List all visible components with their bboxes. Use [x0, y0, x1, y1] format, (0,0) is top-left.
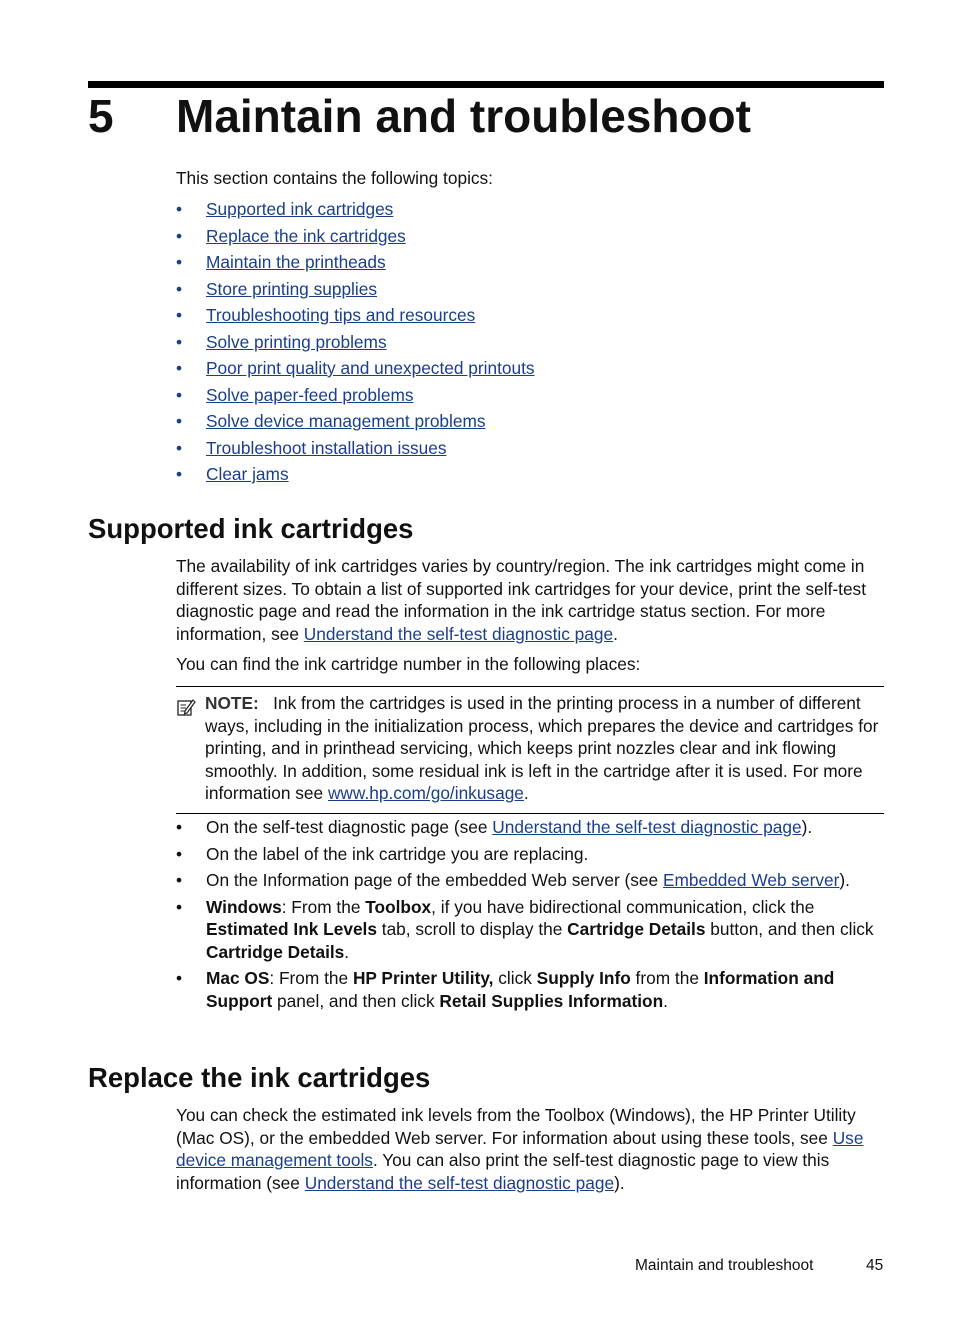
toc-item [176, 276, 535, 303]
toc-link-maintain-printheads[interactable]: Maintain the printheads [206, 252, 386, 272]
item-text: click [493, 968, 537, 988]
item-text: : From the [269, 968, 353, 988]
self-test-diagnostic-link-2[interactable]: Understand the self-test diagnostic page [492, 817, 802, 837]
bullet: • [176, 331, 183, 352]
item-text: from the [630, 968, 704, 988]
note-text [205, 692, 881, 805]
list-item [176, 869, 884, 892]
toc-item [176, 249, 535, 276]
toc-item [176, 302, 535, 329]
list-item-macos [176, 967, 884, 1012]
note-label: NOTE: [205, 693, 259, 713]
bullet: • [176, 843, 183, 864]
toc-item [176, 461, 535, 488]
list-item [176, 816, 884, 839]
list-item-windows [176, 896, 884, 964]
chapter-title: Maintain and troubleshoot [176, 90, 751, 142]
toc-link-store-printing-supplies[interactable]: Store printing supplies [206, 278, 377, 299]
bullet: • [176, 411, 183, 431]
bullet: • [176, 870, 183, 890]
item-text: button, and then click [705, 919, 874, 939]
item-text: ). [801, 817, 813, 837]
note-body: Ink from the cartridges is used in the printing process in a number of different ways, including in the initialization process, which prepares the device and cartridges for printing, and in printhead servicing, which keeps print nozzles clear and ink flowing smoothly. In addition, some residual ink is left in the cartridge after it is used. For more information see [205, 693, 879, 803]
section1-paragraph-2: You can find the ink cartridge number in the following places: [176, 654, 641, 674]
inkusage-link[interactable]: www.hp.com/go/inkusage [327, 783, 524, 803]
toc-link-troubleshoot-installation[interactable]: Troubleshoot installation issues [206, 437, 447, 458]
para-end: ). [614, 1172, 625, 1193]
toc-item [176, 408, 535, 435]
cartridge-number-locations [176, 816, 884, 1012]
chapter-rule [88, 81, 884, 88]
toc-link-clear-jams[interactable]: Clear jams [206, 464, 289, 484]
toc-item [176, 382, 535, 409]
bullet: • [176, 464, 183, 484]
para-text: The availability of ink cartridges varies by country/region. The ink cartridges might come in different sizes. To obtain a list of supported ink cartridges for your device, print the self-test diagnostic page and read the information in the ink cartridge status section. For more information, see [176, 556, 866, 644]
bold-text: Supply Info [536, 968, 631, 988]
toc-link-solve-printing-problems[interactable]: Solve printing problems [206, 331, 387, 352]
toc-link-solve-paper-feed[interactable]: Solve paper-feed problems [206, 384, 414, 405]
bold-text: Toolbox [365, 896, 432, 917]
bold-text: HP Printer Utility, [352, 968, 494, 988]
footer-chapter-title: Maintain and troubleshoot [635, 1257, 814, 1274]
device-management-tools-link[interactable]: Use device management tools [176, 1127, 864, 1170]
bold-text: Information and Support [206, 968, 835, 1011]
toc-item [176, 435, 535, 462]
chapter-number: 5 [88, 90, 114, 142]
item-text: : From the [281, 896, 366, 917]
topic-list [176, 196, 535, 488]
section1-paragraph [176, 555, 884, 645]
bullet: • [176, 305, 183, 325]
bullet: • [176, 384, 183, 405]
toc-link-poor-print-quality[interactable]: Poor print quality and unexpected printouts [206, 358, 535, 378]
section2-paragraph [176, 1104, 884, 1194]
item-text: On the Information page of the embedded Web server (see [206, 870, 663, 890]
item-text: . [663, 990, 668, 1011]
bullet: • [176, 817, 183, 837]
footer-page-number: 45 [866, 1257, 884, 1274]
para-end: . [613, 623, 618, 644]
bullet: • [176, 968, 183, 988]
section-heading-replace-ink: Replace the ink cartridges [88, 1062, 431, 1093]
self-test-diagnostic-link-3[interactable]: Understand the self-test diagnostic page [304, 1172, 615, 1193]
intro-text: This section contains the following topics: [176, 168, 493, 188]
item-text: On the label of the ink cartridge you are replacing. [206, 843, 589, 864]
toc-item [176, 355, 535, 382]
bold-text: Cartridge Details [567, 919, 706, 939]
bullet: • [176, 252, 183, 272]
para-text: You can check the estimated ink levels from the Toolbox (Windows), the HP Printer Utility (Mac OS), or the embedded Web server. For information about using these tools, see [176, 1105, 856, 1148]
bullet: • [176, 225, 183, 246]
bold-text: Mac OS [206, 968, 270, 988]
bullet: • [176, 278, 183, 299]
bold-text: Estimated Ink Levels [206, 919, 377, 939]
para-text: . You can also print the self-test diagnostic page to view this information (see [176, 1150, 830, 1193]
bullet: • [176, 358, 183, 378]
bullet: • [176, 896, 183, 917]
toc-link-troubleshooting-tips[interactable]: Troubleshooting tips and resources [206, 305, 476, 325]
bold-text: Windows [206, 896, 282, 917]
toc-item [176, 196, 535, 223]
item-text: . [344, 941, 350, 962]
item-text: On the self-test diagnostic page (see [206, 817, 493, 837]
toc-link-supported-ink-cartridges[interactable]: Supported ink cartridges [206, 199, 394, 219]
toc-link-replace-ink-cartridges[interactable]: Replace the ink cartridges [206, 225, 406, 246]
section-heading-supported-ink: Supported ink cartridges [88, 513, 414, 544]
note-pencil-icon [176, 697, 196, 717]
item-text: tab, scroll to display the [376, 919, 568, 939]
embedded-web-server-link[interactable]: Embedded Web server [662, 870, 840, 890]
toc-link-solve-device-management[interactable]: Solve device management problems [206, 411, 486, 431]
item-text: panel, and then click [272, 990, 440, 1011]
item-text: ). [839, 870, 850, 890]
note-box [176, 686, 884, 814]
toc-item [176, 223, 535, 250]
toc-item [176, 329, 535, 356]
self-test-diagnostic-link[interactable]: Understand the self-test diagnostic page [303, 623, 614, 644]
bullet: • [176, 437, 183, 458]
bold-text: Cartridge Details [206, 941, 345, 962]
note-end: . [523, 783, 529, 803]
bullet: • [176, 199, 183, 219]
bold-text: Retail Supplies Information [439, 990, 664, 1011]
item-text: , if you have bidirectional communication, click the [431, 896, 815, 917]
list-item [176, 843, 884, 866]
